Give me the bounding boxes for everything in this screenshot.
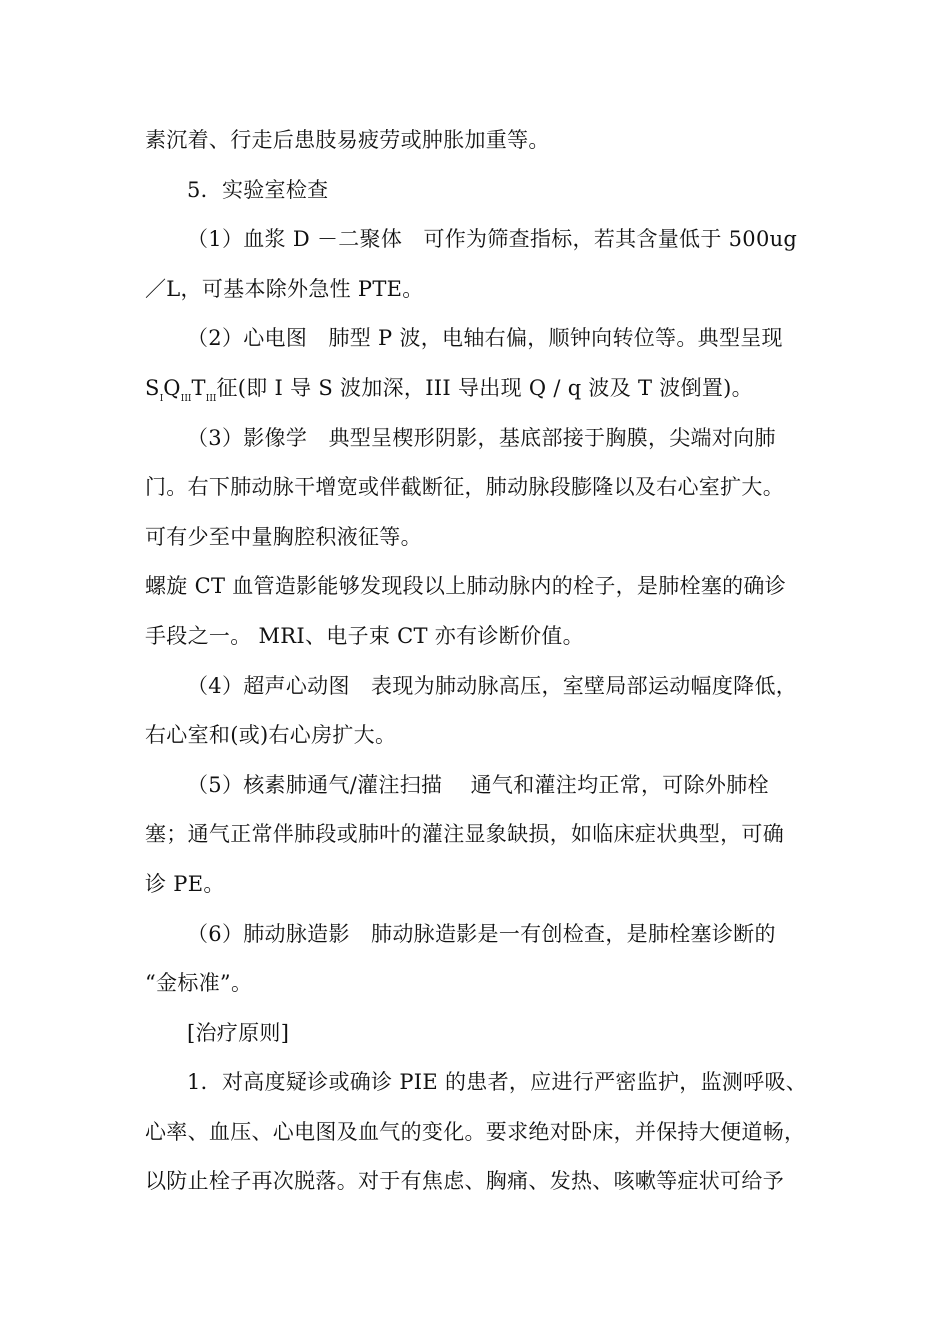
section-heading: [治疗原则] bbox=[187, 1020, 290, 1045]
q-subscript: III bbox=[180, 393, 192, 404]
text-line: 心率、血压、心电图及血气的变化。要求绝对卧床，并保持大便道畅， bbox=[145, 1119, 806, 1144]
text-line: 塞；通气正常伴肺段或肺叶的灌注显象缺损，如临床症状典型，可确 bbox=[145, 822, 784, 847]
ecg-sign-text: 征(即 I 导 S 波加深，III 导出现 Q / q 波及 T 波倒置)。 bbox=[216, 375, 753, 400]
text-line: 螺旋 CT 血管造影能够发现段以上肺动脉内的栓子，是肺栓塞的确诊 bbox=[145, 574, 787, 599]
text-line: （6）肺动脉造影 肺动脉造影是一有创检查，是肺栓塞诊断的 bbox=[187, 921, 776, 946]
s-subscript: I bbox=[159, 393, 164, 404]
q-letter: Q bbox=[163, 375, 181, 400]
text-line: （5）核素肺通气/灌注扫描 通气和灌注均正常，可除外肺栓 bbox=[187, 772, 769, 797]
t-letter: T bbox=[191, 375, 206, 400]
text-line: “金标准”。 bbox=[145, 971, 253, 996]
text-line: ／L，可基本除外急性 PTE。 bbox=[145, 276, 424, 301]
text-line: 诊 PE。 bbox=[145, 871, 225, 896]
text-line: 右心室和(或)右心房扩大。 bbox=[145, 723, 397, 748]
text-line: 1．对高度疑诊或确诊 PIE 的患者，应进行严密监护，监测呼吸、 bbox=[187, 1070, 808, 1095]
ecg-sign-line bbox=[145, 364, 810, 414]
text-line: （2）心电图 肺型 P 波，电轴右偏，顺钟向转位等。典型呈现 bbox=[187, 326, 783, 351]
text-line: 可有少至中量胸腔积液征等。 bbox=[145, 524, 422, 549]
text-line: 手段之一。 MRI、电子束 CT 亦有诊断价值。 bbox=[145, 623, 584, 648]
section-heading: 5．实验室检查 bbox=[187, 177, 329, 202]
text-line: 素沉着、行走后患肢易疲劳或肿胀加重等。 bbox=[145, 128, 550, 152]
text-line: （3）影像学 典型呈楔形阴影，基底部接于胸膜，尖端对向肺 bbox=[187, 425, 776, 450]
text-line: 以防止栓子再次脱落。对于有焦虑、胸痛、发热、咳嗽等症状可给予 bbox=[145, 1169, 784, 1194]
t-subscript: III bbox=[205, 393, 217, 404]
text-line: 门。右下肺动脉干增宽或伴截断征，肺动脉段膨隆以及右心室扩大。 bbox=[145, 475, 784, 500]
text-line: （4）超声心动图 表现为肺动脉高压，室壁局部运动幅度降低， bbox=[187, 673, 798, 698]
s-letter: S bbox=[145, 375, 160, 400]
document-page bbox=[145, 116, 810, 1207]
text-line: （1）血浆 D －二聚体 可作为筛查指标，若其含量低于 500ug bbox=[187, 227, 798, 252]
